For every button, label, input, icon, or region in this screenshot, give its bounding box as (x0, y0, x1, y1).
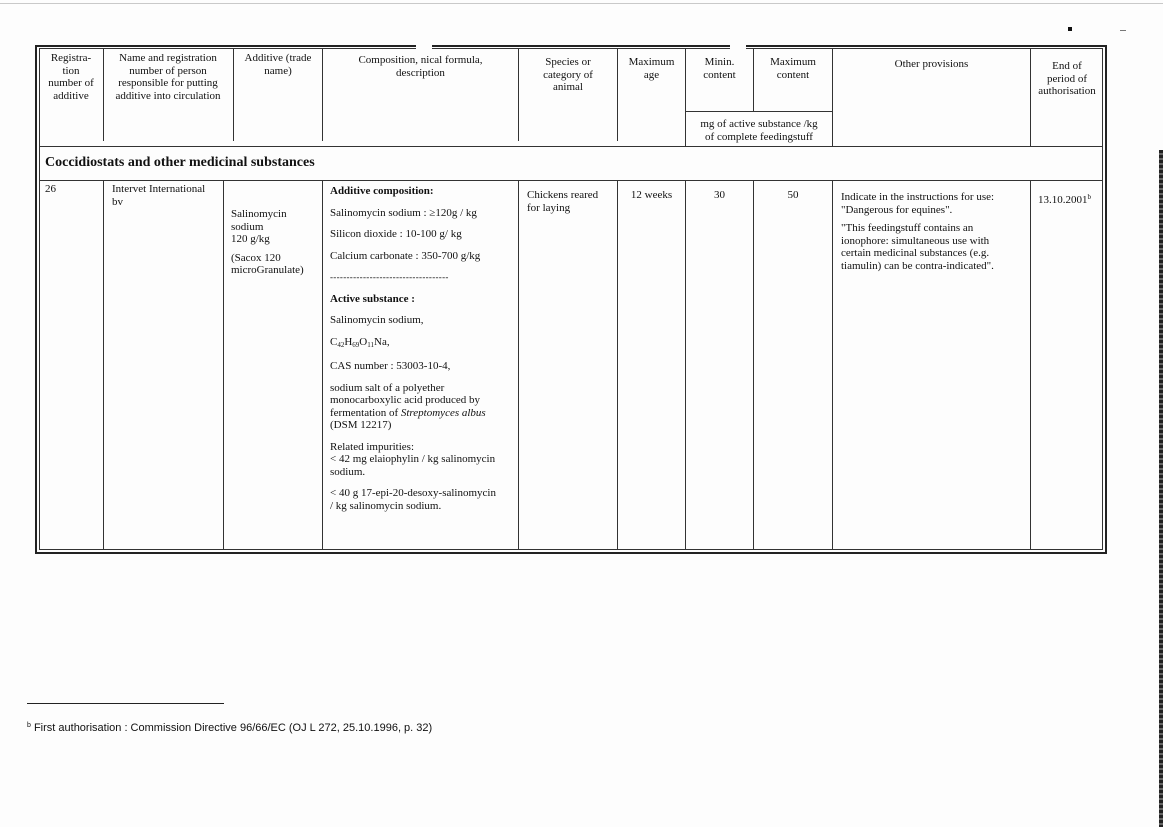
cell-max-content: 50 (787, 189, 799, 201)
active-substance-name: Salinomycin sodium, (330, 314, 424, 326)
formula-part: Na, (374, 335, 390, 348)
description-text: sodium salt of a polyether monocarboxylic acid produced by fermentation of (330, 381, 480, 419)
footnote-rule (27, 703, 224, 704)
impurities-heading: Related impurities: (330, 440, 415, 453)
scan-edge-right (1159, 150, 1163, 827)
header-other-provisions: Other provisions (894, 58, 969, 70)
footnote-marker: b (1087, 193, 1091, 201)
cell-max-age: 12 weeks (630, 189, 673, 201)
scan-speck (1068, 27, 1072, 31)
description-strain: (DSM 12217) (330, 419, 392, 431)
cell-trade-name (231, 208, 321, 277)
cell-end-of-period (1038, 191, 1102, 207)
header-content-unit: mg of active substance /kg of complete feedingstuff (700, 118, 818, 143)
composition-line: Silicon dioxide : 10-100 g/ kg (330, 228, 462, 240)
cell-other-provisions (841, 191, 1027, 272)
formula-subscript: 69 (352, 340, 360, 349)
description-species: Streptomyces albus (400, 406, 486, 419)
col-divider (518, 180, 519, 550)
chemical-formula (330, 336, 516, 352)
header-trade-name: Additive (trade name) (244, 52, 312, 77)
header-person-responsible: Name and registration number of person responsible for putting additive into circulation (115, 52, 221, 102)
impurity-line: < 40 g 17-epi-20-desoxy-salinomycin / kg salinomycin sodium. (330, 487, 496, 512)
table-inner-frame (39, 48, 1103, 550)
formula-subscript: 42 (337, 340, 345, 349)
impurity-line: < 42 mg elaiophylin / kg salinomycin sodium. (330, 453, 496, 478)
row-divider (685, 111, 832, 112)
active-substance-heading: Active substance : (330, 292, 415, 305)
composition-heading: Additive composition: (330, 185, 434, 197)
formula-part: O (359, 335, 368, 348)
section-title: Coccidiostats and other medicinal substances (45, 155, 315, 170)
scan-notch (730, 42, 746, 52)
footnote (27, 722, 432, 734)
composition-line: Salinomycin sodium : ≥120g / kg (330, 206, 477, 219)
col-divider (685, 180, 686, 550)
cas-number: CAS number : 53003-10-4, (330, 360, 451, 372)
formula-part: C (330, 335, 338, 348)
footnote-mark: b (27, 722, 31, 729)
header-max-age: Maximum age (628, 56, 675, 81)
row-divider (39, 180, 1103, 181)
col-divider (322, 180, 323, 550)
other-provision-line: Indicate in the instructions for use: "Dangerous for equines". (841, 191, 995, 216)
other-provision-line: "This feedingstuff contains an ionophore: simultaneous use with certain medicinal substances (e.g. tiamulin) can be contra-indicated". (841, 222, 994, 272)
cell-min-content: 30 (714, 189, 725, 201)
col-divider (617, 180, 618, 550)
header-max-content: Maximum content (770, 56, 816, 81)
cell-species: Chickens reared for laying (527, 189, 599, 214)
end-date: 13.10.2001 (1038, 194, 1088, 206)
col-divider (1030, 180, 1031, 550)
header-species: Species or category of animal (543, 56, 593, 93)
header-composition: Composition, nical formula, description (358, 54, 483, 79)
formula-part: H (344, 335, 353, 348)
composition-separator: ------------------------------------ (330, 272, 449, 282)
header-registration-number: Registra- tion number of additive (48, 52, 94, 102)
formula-subscript: 11 (367, 340, 374, 349)
header-min-content: Minin. content (703, 56, 736, 81)
substance-description (330, 382, 516, 432)
composition-line: Calcium carbonate : 350-700 g/kg (330, 249, 481, 262)
trade-name-substance: Salinomycin sodium 120 g/kg (231, 208, 287, 245)
scan-edge-top (0, 3, 1163, 4)
trade-name-product: (Sacox 120 microGranulate) (231, 251, 304, 276)
col-divider (103, 180, 104, 550)
scan-notch (416, 42, 432, 52)
cell-registration-number: 26 (45, 183, 56, 195)
footnote-text: First authorisation : Commission Directive 96/66/EC (OJ L 272, 25.10.1996, p. 32) (30, 722, 433, 734)
scan-speck (1120, 30, 1126, 31)
col-divider (753, 180, 754, 550)
col-divider (223, 180, 224, 550)
header-end-of-period: End of period of authorisation (1038, 60, 1096, 97)
row-divider (39, 146, 1103, 147)
cell-composition (330, 185, 516, 512)
col-divider (832, 180, 833, 550)
cell-person-responsible: Intervet International bv (112, 183, 206, 208)
